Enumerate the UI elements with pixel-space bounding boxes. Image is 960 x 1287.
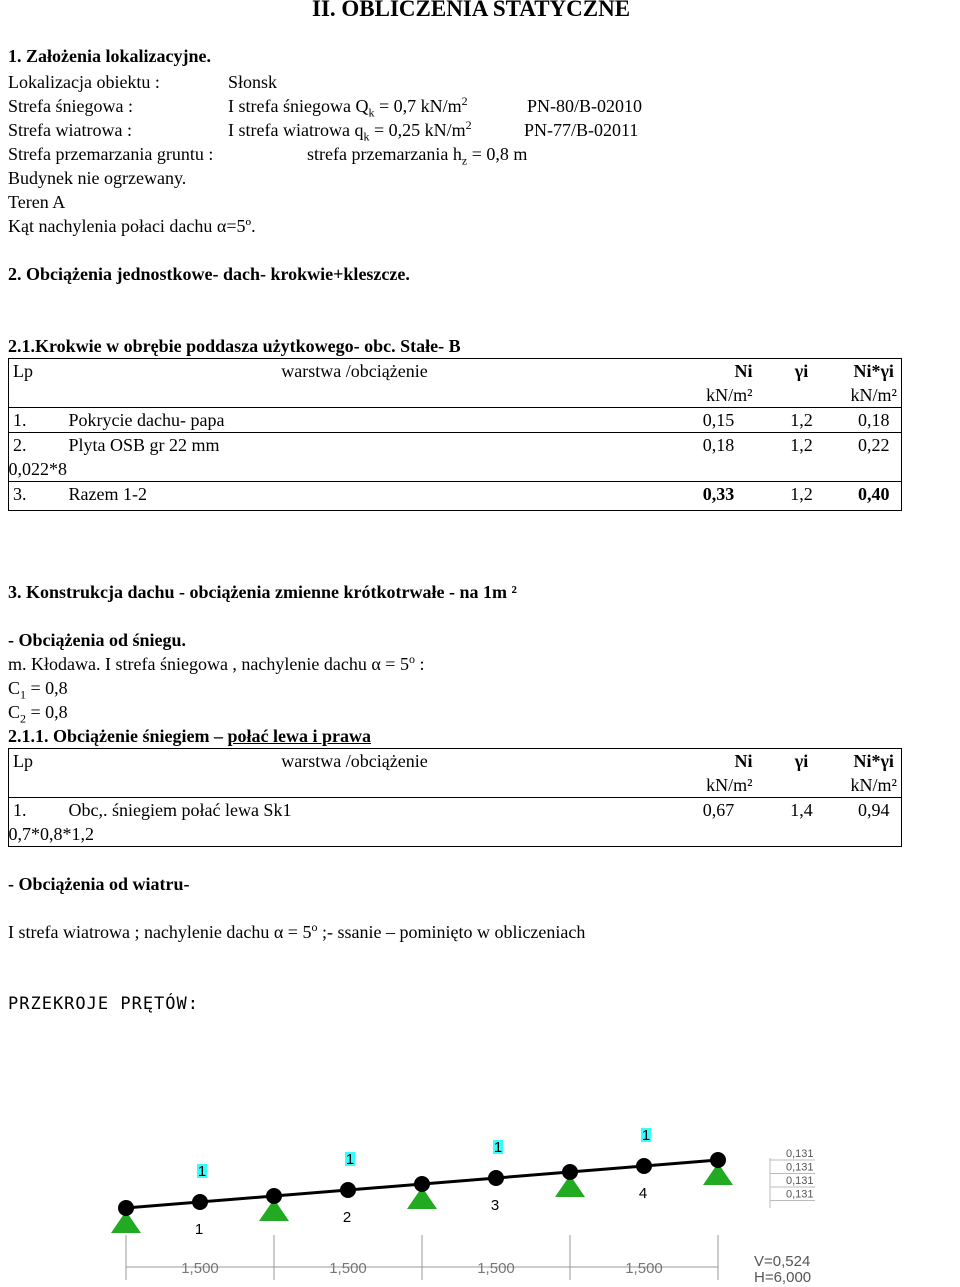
span-label: 1,500 bbox=[625, 1260, 663, 1277]
dead-load-table bbox=[8, 358, 902, 511]
node-point bbox=[710, 1152, 726, 1168]
table2-header-nigi: Ni*γi bbox=[847, 749, 902, 774]
snow-zone-label: Strefa śniegowa : bbox=[8, 96, 133, 116]
location-label: Lokalizacja obiektu : bbox=[8, 72, 160, 92]
building-line: Budynek nie ogrzewany. bbox=[8, 168, 187, 188]
sections-title: PRZEKROJE PRĘTÓW: bbox=[8, 994, 199, 1014]
table1-header-unit: kN/m² bbox=[645, 383, 757, 408]
node-point bbox=[636, 1158, 652, 1174]
wind-zone-label: Strefa wiatrowa : bbox=[8, 120, 132, 140]
terrain-line: Teren A bbox=[8, 192, 66, 212]
snow-load-table bbox=[8, 748, 902, 847]
snow-load-line: m. Kłodawa. I strefa śniegowa , nachylenie dachu $\alpha = 5^o$ : bbox=[8, 652, 425, 674]
node-point bbox=[118, 1200, 134, 1216]
table1-header-ni: Ni bbox=[645, 359, 757, 384]
span-label: 1,500 bbox=[477, 1260, 515, 1277]
table1-header-layer: warstwa /obciążenie bbox=[65, 359, 645, 384]
s21-heading: 2.1.Krokwie w obrębie poddasza użytkowego- obc. Stałe- B bbox=[8, 336, 461, 356]
span-label: 1,500 bbox=[329, 1260, 367, 1277]
angle-line: Kąt nachylenia połaci dachu α=5º. bbox=[8, 216, 256, 236]
frost-value: strefa przemarzania $h_z = 0,8$ m bbox=[307, 144, 528, 168]
node-point bbox=[488, 1170, 504, 1186]
node-label: 1 bbox=[197, 1163, 207, 1180]
table2-header-unit: kN/m² bbox=[645, 773, 757, 798]
c2-line: $C_2 = 0,8$ bbox=[8, 702, 68, 726]
table-row: 1. Pokrycie dachu- papa 0,15 1,2 0,18 bbox=[9, 408, 902, 433]
legend-value: 0,131 bbox=[786, 1175, 814, 1187]
s3-heading: 3. Konstrukcja dachu - obciążenia zmienne krótkotrwałe - na 1m ² bbox=[8, 582, 517, 602]
node-label: 1 bbox=[493, 1139, 503, 1156]
snow-zone-value: I strefa śniegowa $Q_k = 0,7$ $kN/m^2$ bbox=[228, 94, 468, 120]
span-label: 1,500 bbox=[181, 1260, 219, 1277]
s2-heading: 2. Obciążenia jednostkowe- dach- krokwie+kleszcze. bbox=[8, 264, 410, 284]
wind-heading: - Obciążenia od wiatru- bbox=[8, 874, 190, 894]
node-point bbox=[562, 1164, 578, 1180]
wind-norm: PN-77/B-02011 bbox=[524, 120, 639, 140]
table-row: 3. Razem 1-2 0,33 1,2 0,40 bbox=[9, 482, 902, 511]
table2-header-layer: warstwa /obciążenie bbox=[65, 749, 645, 774]
node-point bbox=[266, 1188, 282, 1204]
node-point bbox=[414, 1176, 430, 1192]
table1-header-gi: γi bbox=[757, 359, 847, 384]
table-row: 2. Plyta OSB gr 22 mm 0,022*8 0,18 1,2 0,22 bbox=[9, 433, 902, 482]
snow-load-heading: - Obciążenia od śniegu. bbox=[8, 630, 187, 650]
node-point bbox=[340, 1182, 356, 1198]
bar-label: 2 bbox=[342, 1209, 352, 1226]
table1-header-unit2: kN/m² bbox=[847, 383, 902, 408]
bar-label: 4 bbox=[638, 1185, 648, 1202]
table2-header-lp: Lp bbox=[9, 749, 65, 774]
truss-diagram bbox=[0, 1120, 960, 1287]
v-label: V=0,524 bbox=[754, 1253, 811, 1270]
table2-header-unit2: kN/m² bbox=[847, 773, 902, 798]
table1-header-nigi: Ni*γi bbox=[847, 359, 902, 384]
s211-heading: 2.1.1. Obciążenie śniegiem – połać lewa i prawa bbox=[8, 726, 371, 746]
table-row: 1. Obc,. śniegiem połać lewa Sk1 0,7*0,8*1,2 0,67 1,4 0,94 bbox=[9, 798, 902, 847]
table2-header-gi: γi bbox=[757, 749, 847, 774]
location-value: Słonsk bbox=[228, 72, 278, 92]
node-label: 1 bbox=[641, 1127, 651, 1144]
snow-norm: PN-80/B-02010 bbox=[527, 96, 643, 116]
bar-label: 3 bbox=[490, 1197, 500, 1214]
node-point bbox=[192, 1194, 208, 1210]
wind-zone-value: I strefa wiatrowa $q_k = 0,25$ $kN/m^2$ bbox=[228, 118, 472, 144]
bar-label: 1 bbox=[194, 1221, 204, 1238]
wind-line: I strefa wiatrowa ; nachylenie dachu $\alpha = 5^o$ ;- ssanie – pominięto w obliczeniach bbox=[8, 920, 586, 942]
node-label: 1 bbox=[345, 1151, 355, 1168]
s1-heading: 1. Założenia lokalizacyjne. bbox=[8, 46, 211, 66]
table1-header-lp: Lp bbox=[9, 359, 65, 384]
h-label: H=6,000 bbox=[754, 1269, 812, 1286]
table2-header-ni: Ni bbox=[645, 749, 757, 774]
frost-label: Strefa przemarzania gruntu : bbox=[8, 144, 214, 164]
legend-value: 0,131 bbox=[786, 1188, 814, 1201]
section-title: II. OBLICZENIA STATYCZNE bbox=[312, 0, 631, 21]
c1-line: $C_1 = 0,8$ bbox=[8, 678, 68, 702]
legend-value: 0,131 bbox=[786, 1161, 814, 1174]
legend-value: 0,131 bbox=[786, 1148, 814, 1160]
